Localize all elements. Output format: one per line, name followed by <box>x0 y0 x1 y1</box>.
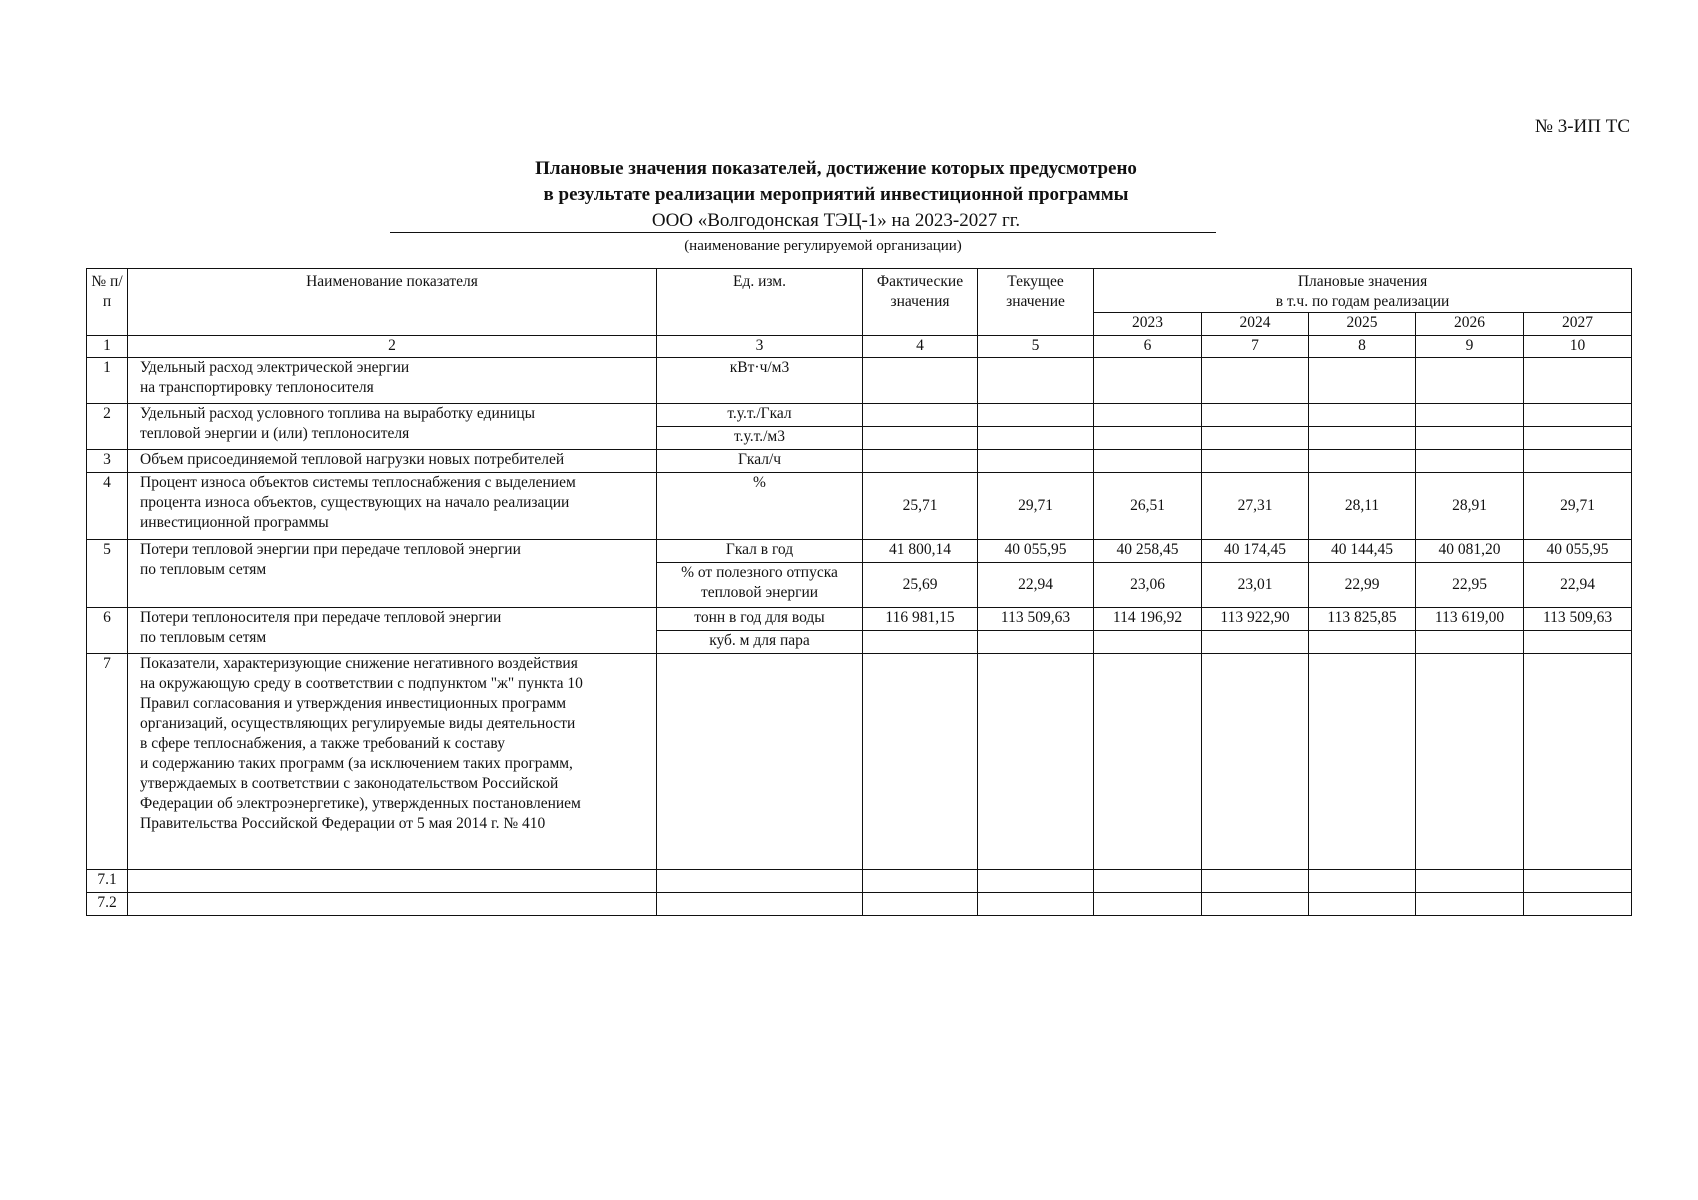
col-number: 1 <box>87 336 128 358</box>
row-number: 2 <box>87 404 128 450</box>
table-row <box>87 404 1632 427</box>
value-cell: 29,71 <box>978 473 1094 540</box>
value-cell <box>978 450 1094 473</box>
value-cell <box>863 654 978 870</box>
col-number: 8 <box>1309 336 1416 358</box>
table-row <box>87 450 1632 473</box>
header-year: 2023 <box>1094 313 1202 336</box>
value-cell <box>1416 870 1524 893</box>
header-num-label: № п/п <box>91 273 123 310</box>
unit-cell: Гкал в год <box>657 540 863 563</box>
indicator-name <box>128 608 657 654</box>
form-number: № 3-ИП ТС <box>1534 116 1630 137</box>
unit-cell <box>657 563 863 608</box>
unit-cell: тонн в год для воды <box>657 608 863 631</box>
header-year: 2024 <box>1202 313 1309 336</box>
indicator-name-line: в сфере теплоснабжения, а также требований к составу <box>140 735 505 752</box>
table-row <box>87 654 1632 870</box>
title-line-2: в результате реализации мероприятий инвестиционной программы <box>543 184 1129 205</box>
value-cell <box>1202 631 1309 654</box>
row-number: 7 <box>87 654 128 870</box>
header-planned-sub: в т.ч. по годам реализации <box>1275 293 1450 310</box>
value-cell <box>1094 450 1202 473</box>
indicator-name-line: инвестиционной программы <box>140 514 329 531</box>
table-row <box>87 893 1632 916</box>
value-cell: 26,51 <box>1094 473 1202 540</box>
indicator-name-line: на транспортировку теплоносителя <box>140 379 374 396</box>
col-number: 3 <box>657 336 863 358</box>
value-cell <box>863 404 978 427</box>
value-cell <box>1416 404 1524 427</box>
value-cell <box>1524 427 1632 450</box>
value-cell <box>1202 427 1309 450</box>
value-cell: 23,01 <box>1202 563 1309 608</box>
value-cell <box>1309 450 1416 473</box>
value-cell: 114 196,92 <box>1094 608 1202 631</box>
value-cell <box>1416 427 1524 450</box>
unit-line: % от полезного отпуска <box>681 564 838 581</box>
row-number: 1 <box>87 358 128 404</box>
indicator-name <box>128 404 657 450</box>
indicator-name-line: Потери теплоносителя при передаче тепловой энергии <box>140 609 502 626</box>
value-cell <box>1309 358 1416 404</box>
row-number: 7.1 <box>87 870 128 893</box>
value-cell <box>1524 654 1632 870</box>
value-cell <box>1094 427 1202 450</box>
table-row <box>87 473 1632 540</box>
value-cell <box>1524 450 1632 473</box>
header-year: 2026 <box>1416 313 1524 336</box>
indicator-name-line: и содержанию таких программ (за исключением таких программ, <box>140 755 573 772</box>
unit-cell <box>657 654 863 870</box>
header-num <box>87 269 128 336</box>
value-cell <box>1309 404 1416 427</box>
indicator-name-line: Потери тепловой энергии при передаче тепловой энергии <box>140 541 521 558</box>
header-actual: Фактические значения <box>863 269 978 336</box>
value-cell <box>978 893 1094 916</box>
value-cell: 41 800,14 <box>863 540 978 563</box>
col-number: 6 <box>1094 336 1202 358</box>
header-planned <box>1094 269 1632 313</box>
value-cell <box>863 893 978 916</box>
header-unit: Ед. изм. <box>657 269 863 336</box>
value-cell <box>978 631 1094 654</box>
indicators-table <box>86 268 1632 916</box>
indicator-name <box>128 893 657 916</box>
value-cell <box>1416 893 1524 916</box>
value-cell <box>1524 631 1632 654</box>
value-cell <box>1524 893 1632 916</box>
col-number: 9 <box>1416 336 1524 358</box>
value-cell <box>1524 358 1632 404</box>
value-cell: 25,71 <box>863 473 978 540</box>
unit-cell: Гкал/ч <box>657 450 863 473</box>
unit-cell: т.у.т./м3 <box>657 427 863 450</box>
value-cell <box>1094 870 1202 893</box>
value-cell: 116 981,15 <box>863 608 978 631</box>
col-number: 5 <box>978 336 1094 358</box>
unit-cell <box>657 893 863 916</box>
indicator-name-line: Удельный расход условного топлива на выработку единицы <box>140 405 536 422</box>
indicator-name: Объем присоединяемой тепловой нагрузки новых потребителей <box>128 450 657 473</box>
value-cell: 40 258,45 <box>1094 540 1202 563</box>
value-cell <box>1202 654 1309 870</box>
value-cell <box>978 404 1094 427</box>
value-cell <box>1309 654 1416 870</box>
unit-cell: кВт·ч/м3 <box>657 358 863 404</box>
value-cell: 40 081,20 <box>1416 540 1524 563</box>
col-number: 10 <box>1524 336 1632 358</box>
value-cell <box>1524 404 1632 427</box>
indicator-name-line: по тепловым сетям <box>140 629 267 646</box>
value-cell: 113 922,90 <box>1202 608 1309 631</box>
table-row <box>87 870 1632 893</box>
value-cell: 22,99 <box>1309 563 1416 608</box>
value-cell <box>1416 631 1524 654</box>
value-cell <box>1416 450 1524 473</box>
indicator-name-line: тепловой энергии и (или) теплоносителя <box>140 425 410 442</box>
indicator-name-line: утверждаемых в соответствии с законодательством Российской <box>140 775 559 792</box>
value-cell <box>1202 404 1309 427</box>
row-number: 6 <box>87 608 128 654</box>
value-cell: 22,95 <box>1416 563 1524 608</box>
unit-line: тепловой энергии <box>700 584 819 601</box>
unit-cell <box>657 870 863 893</box>
value-cell <box>1202 870 1309 893</box>
value-cell <box>863 450 978 473</box>
header-year: 2027 <box>1524 313 1632 336</box>
indicator-name-line: Федерации об электроэнергетике), утвержденных постановлением <box>140 795 581 812</box>
value-cell <box>1202 893 1309 916</box>
header-name: Наименование показателя <box>128 269 657 336</box>
table-row <box>87 358 1632 404</box>
value-cell <box>863 427 978 450</box>
indicator-name-line: Правил согласования и утверждения инвестиционных программ <box>140 695 567 712</box>
col-number: 4 <box>863 336 978 358</box>
value-cell <box>1309 427 1416 450</box>
value-cell: 40 055,95 <box>978 540 1094 563</box>
value-cell: 40 144,45 <box>1309 540 1416 563</box>
organization-underline <box>390 232 1216 233</box>
value-cell <box>1416 654 1524 870</box>
indicator-name <box>128 358 657 404</box>
value-cell: 25,69 <box>863 563 978 608</box>
value-cell: 40 174,45 <box>1202 540 1309 563</box>
indicator-name-line: Удельный расход электрической энергии <box>140 359 410 376</box>
value-cell <box>1309 631 1416 654</box>
value-cell <box>863 358 978 404</box>
row-number: 4 <box>87 473 128 540</box>
indicator-name-line: Процент износа объектов системы теплоснабжения с выделением <box>140 474 576 491</box>
col-number: 2 <box>128 336 657 358</box>
document-title <box>0 156 1698 234</box>
unit-cell: т.у.т./Гкал <box>657 404 863 427</box>
value-cell <box>1094 358 1202 404</box>
row-number: 3 <box>87 450 128 473</box>
value-cell: 113 825,85 <box>1309 608 1416 631</box>
indicator-name-line: на окружающую среду в соответствии с подпунктом "ж" пункта 10 <box>140 675 583 692</box>
indicator-name-line: Показатели, характеризующие снижение негативного воздействия <box>140 655 578 672</box>
header-current: Текущее значение <box>978 269 1094 336</box>
value-cell <box>1202 450 1309 473</box>
indicator-name <box>128 870 657 893</box>
value-cell: 28,11 <box>1309 473 1416 540</box>
header-planned-title: Плановые значения <box>1297 273 1428 290</box>
value-cell <box>1416 358 1524 404</box>
column-numbers-row <box>87 336 1632 358</box>
indicator-name <box>128 654 657 870</box>
indicator-name-line: организаций, осуществляющих регулируемые виды деятельности <box>140 715 576 732</box>
indicator-name-line: процента износа объектов, существующих на начало реализации <box>140 494 570 511</box>
header-row-1 <box>87 269 1632 313</box>
value-cell: 28,91 <box>1416 473 1524 540</box>
title-line-1: Плановые значения показателей, достижение которых предусмотрено <box>535 158 1137 179</box>
header-year: 2025 <box>1309 313 1416 336</box>
value-cell <box>1309 870 1416 893</box>
value-cell: 113 619,00 <box>1416 608 1524 631</box>
value-cell <box>1094 404 1202 427</box>
unit-cell: % <box>657 473 863 540</box>
value-cell: 29,71 <box>1524 473 1632 540</box>
value-cell <box>1094 631 1202 654</box>
value-cell: 22,94 <box>978 563 1094 608</box>
indicator-name <box>128 473 657 540</box>
value-cell: 27,31 <box>1202 473 1309 540</box>
value-cell <box>1094 654 1202 870</box>
table-row <box>87 540 1632 563</box>
indicator-name-line: по тепловым сетям <box>140 561 267 578</box>
unit-cell: куб. м для пара <box>657 631 863 654</box>
value-cell: 40 055,95 <box>1524 540 1632 563</box>
organization-line: ООО «Волгодонская ТЭЦ-1» на 2023-2027 гг. <box>651 210 1021 231</box>
value-cell <box>1202 358 1309 404</box>
indicator-name-line: Правительства Российской Федерации от 5 мая 2014 г. № 410 <box>140 815 546 832</box>
value-cell <box>863 631 978 654</box>
value-cell <box>863 870 978 893</box>
value-cell: 113 509,63 <box>978 608 1094 631</box>
value-cell: 22,94 <box>1524 563 1632 608</box>
col-number: 7 <box>1202 336 1309 358</box>
value-cell: 113 509,63 <box>1524 608 1632 631</box>
value-cell <box>978 870 1094 893</box>
organization-caption: (наименование регулируемой организации) <box>684 238 962 254</box>
value-cell <box>978 654 1094 870</box>
row-number: 7.2 <box>87 893 128 916</box>
indicator-name <box>128 540 657 608</box>
table-row <box>87 608 1632 631</box>
row-number: 5 <box>87 540 128 608</box>
value-cell: 23,06 <box>1094 563 1202 608</box>
value-cell <box>1094 893 1202 916</box>
value-cell <box>1524 870 1632 893</box>
value-cell <box>978 427 1094 450</box>
value-cell <box>1309 893 1416 916</box>
value-cell <box>978 358 1094 404</box>
